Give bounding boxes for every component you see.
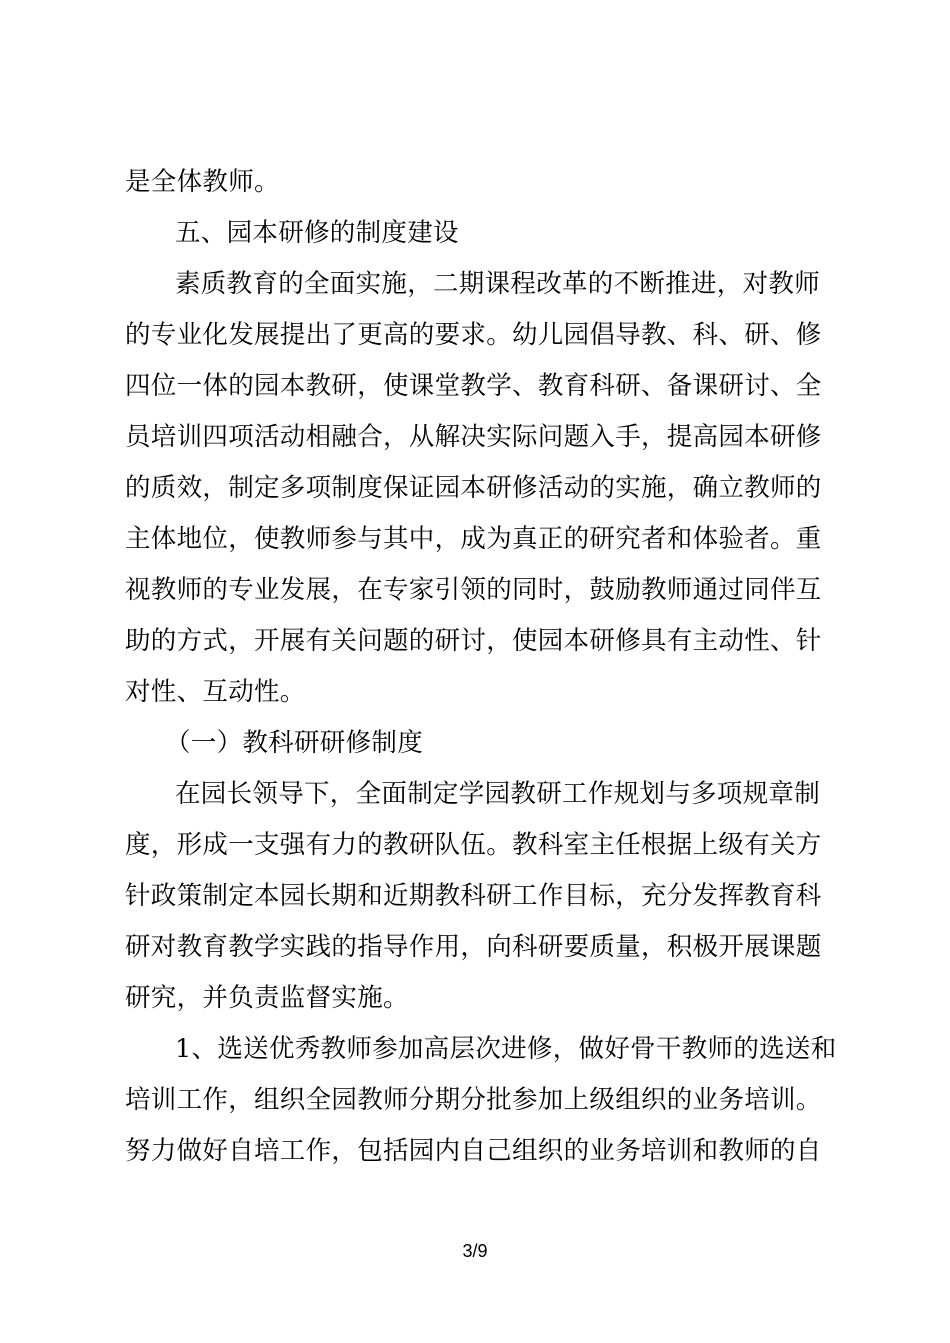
body-text-line: 素质教育的全面实施，二期课程改革的不断推进，对教师 [175,269,821,299]
body-text-line: 在园长领导下，全面制定学园教研工作规划与多项规章制 [175,779,821,809]
body-text-line: 四位一体的园本教研，使课堂教学、教育科研、备课研讨、全 [125,371,822,401]
body-text-line: 的专业化发展提出了更高的要求。幼儿园倡导教、科、研、修 [125,320,822,350]
section-heading: 五、园本研修的制度建设 [175,218,459,248]
body-text-line: 视教师的专业发展，在专家引领的同时，鼓励教师通过同伴互 [125,575,822,605]
body-text-line: 员培训四项活动相融合，从解决实际问题入手，提高园本研修 [125,422,822,452]
body-text-line: 助的方式，开展有关问题的研讨，使园本研修具有主动性、针 [125,626,822,656]
body-text-line: 是全体教师。 [125,167,280,197]
body-text-line: 对性、互动性。 [125,677,306,707]
body-text-line: 的质效，制定多项制度保证园本研修活动的实施，确立教师的 [125,473,822,503]
body-text-line: 研对教育教学实践的指导作用，向科研要质量，积极开展课题 [125,932,822,962]
body-text-line: 针政策制定本园长期和近期教科研工作目标，充分发挥教育科 [125,881,822,911]
body-text-line: 培训工作，组织全园教师分期分批参加上级组织的业务培训。 [125,1085,822,1115]
body-text-line: 度，形成一支强有力的教研队伍。教科室主任根据上级有关方 [125,830,822,860]
page-number: 3/9 [462,1241,488,1261]
body-text-line: 1、选送优秀教师参加高层次进修，做好骨干教师的选送和 [175,1034,837,1064]
body-text-line: 主体地位，使教师参与其中，成为真正的研究者和体验者。重 [125,524,822,554]
body-text-line: 研究，并负责监督实施。 [125,983,409,1013]
body-text-line: 努力做好自培工作，包括园内自己组织的业务培训和教师的自 [125,1136,822,1166]
subsection-heading: （一）教科研研修制度 [165,728,424,758]
